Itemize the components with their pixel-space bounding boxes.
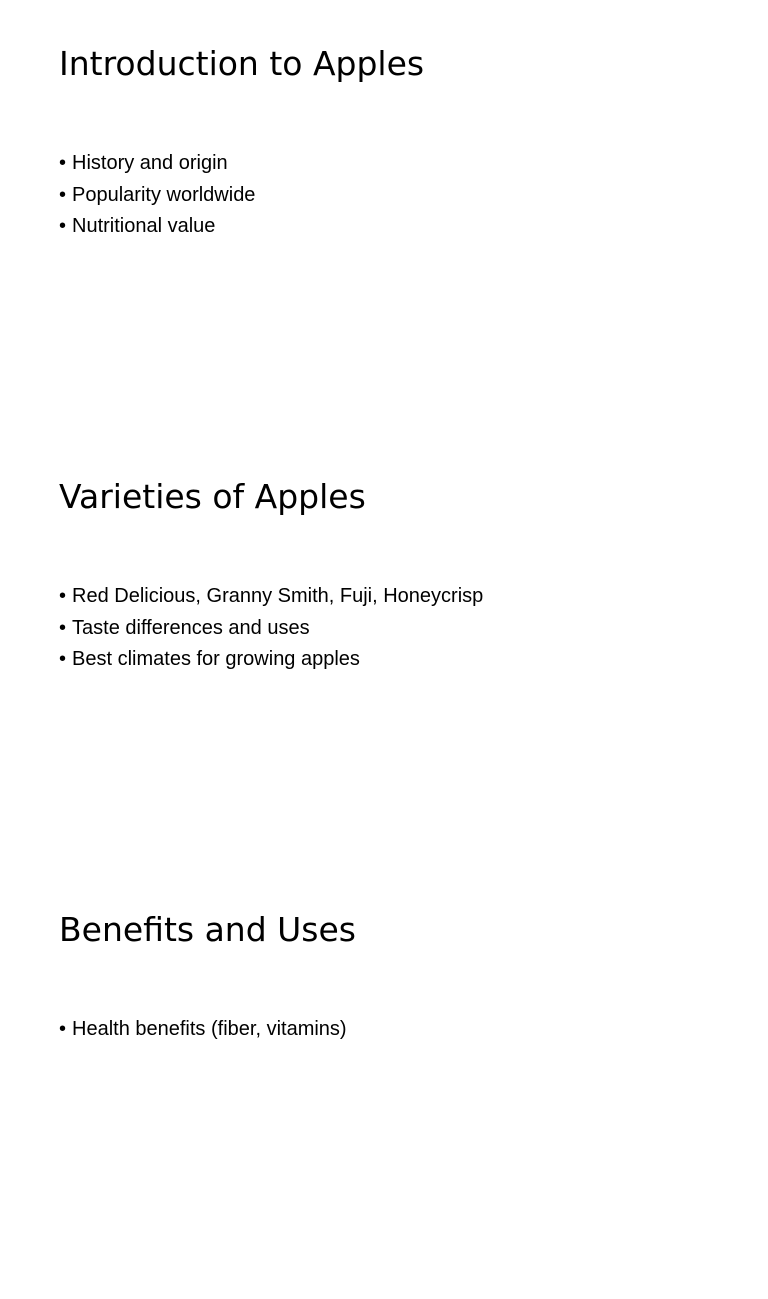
slide-title: Benefits and Uses bbox=[59, 910, 356, 949]
bullet-list bbox=[59, 148, 255, 243]
bullet-item: • Nutritional value bbox=[59, 211, 255, 243]
slide-introduction bbox=[0, 0, 768, 433]
bullet-item: • Red Delicious, Granny Smith, Fuji, Honeycrisp bbox=[59, 581, 483, 613]
slide-title: Varieties of Apples bbox=[59, 477, 366, 516]
slide-title: Introduction to Apples bbox=[59, 44, 425, 83]
bullet-item: • History and origin bbox=[59, 148, 255, 180]
bullet-item: • Taste differences and uses bbox=[59, 613, 483, 645]
slide-benefits bbox=[0, 866, 768, 1299]
bullet-item: • Best climates for growing apples bbox=[59, 644, 483, 676]
bullet-list bbox=[59, 581, 483, 676]
slide-varieties bbox=[0, 433, 768, 866]
bullet-item: • Health benefits (fiber, vitamins) bbox=[59, 1014, 347, 1046]
bullet-item: • Popularity worldwide bbox=[59, 180, 255, 212]
bullet-list bbox=[59, 1014, 347, 1046]
